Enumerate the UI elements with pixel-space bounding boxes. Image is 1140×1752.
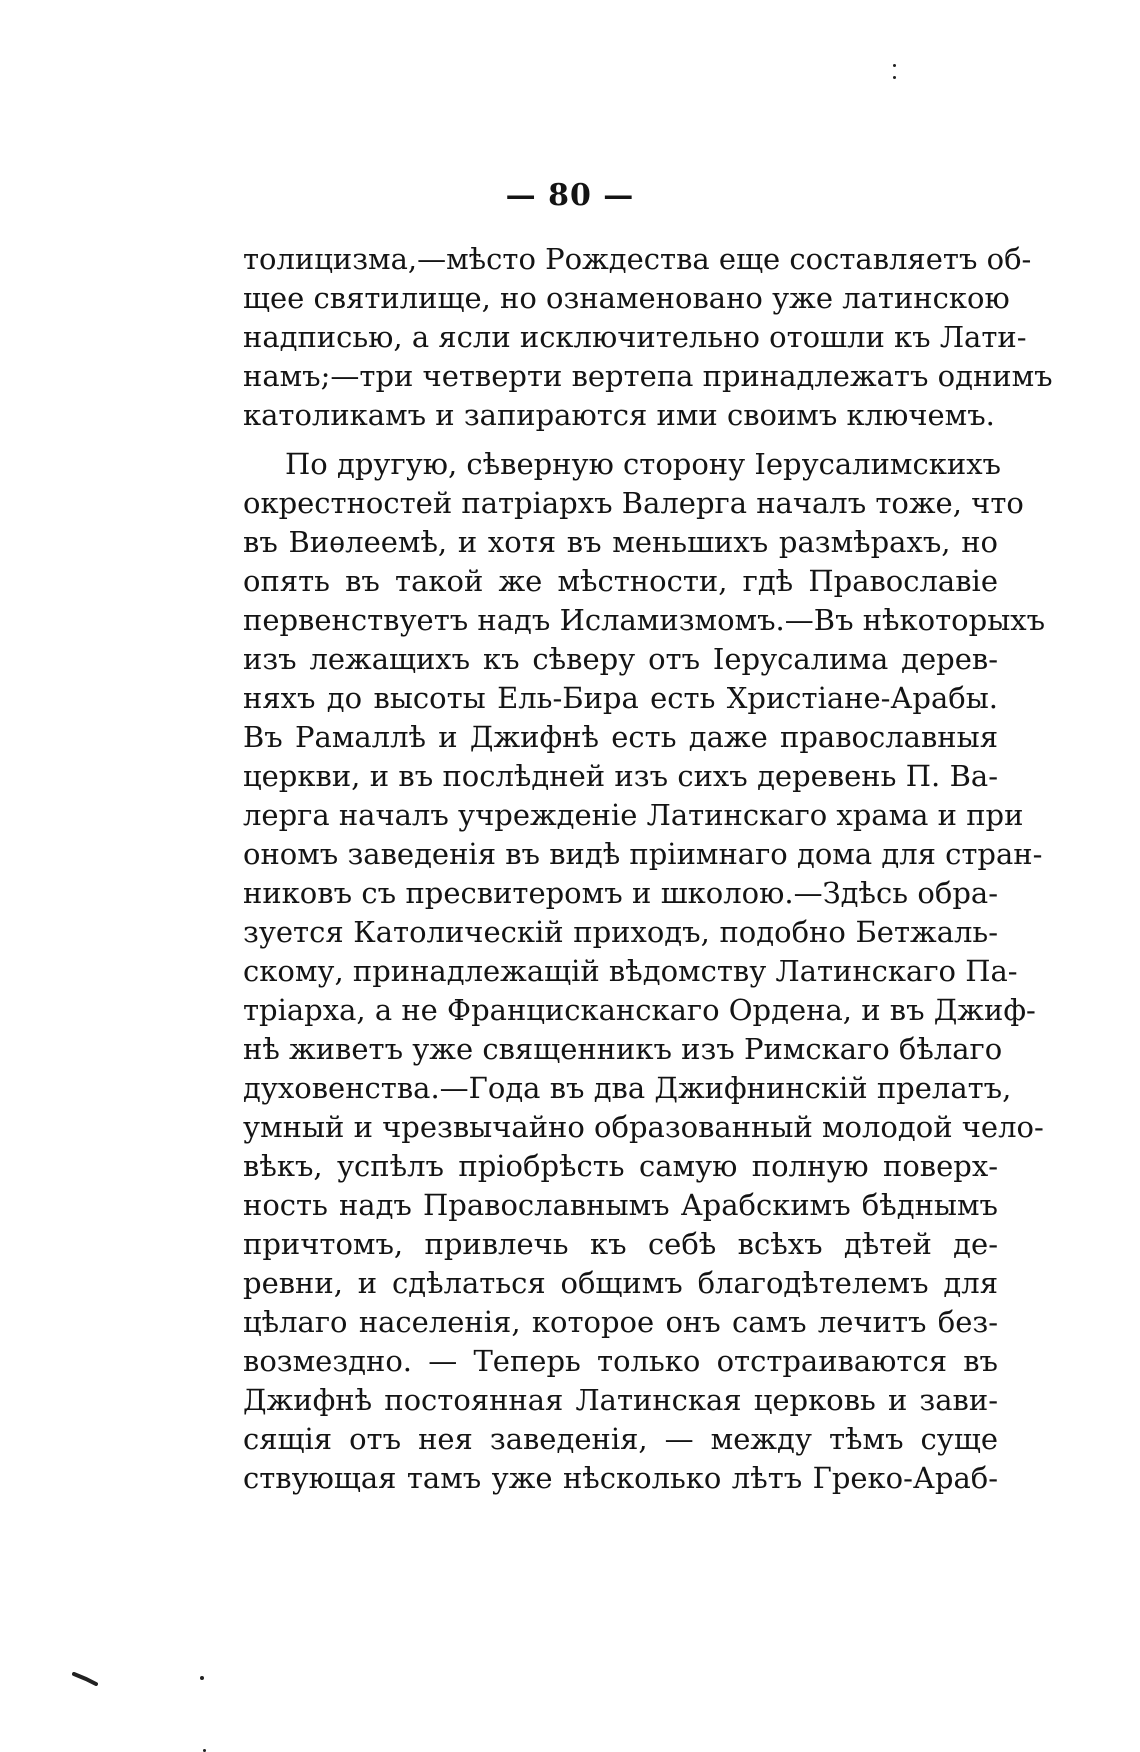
text-line: никовъ съ пресвитеромъ и школою.—Здѣсь обра- [243,876,998,910]
scan-speck [200,1676,204,1680]
page-number: — 80 — [505,178,635,213]
text-line: церкви, и въ послѣдней изъ сихъ деревень П. Ва- [243,759,998,793]
text-line: сящія отъ нея заведенія, — между тѣмъ суще [243,1422,998,1456]
scan-speck [893,64,896,67]
text-line: католикамъ и запираются ими своимъ ключемъ. [243,398,995,432]
text-line: возмездно. — Теперь только отстраиваются въ [243,1344,998,1378]
text-line: ствующая тамъ уже нѣсколько лѣтъ Греко-Араб- [243,1461,998,1495]
text-line: ревни, и сдѣлаться общимъ благодѣтелемъ для [243,1266,998,1300]
text-line: надписью, а ясли исключительно отошли къ Лати- [243,320,1027,354]
text-line: зуется Католическій приходъ, подобно Бетжаль- [243,915,998,949]
text-line: духовенства.—Года въ два Джифнинскій прелатъ, [243,1071,1012,1105]
scan-mark [72,1672,98,1686]
text-line: щее святилище, но ознаменовано уже латинскою [243,281,1010,315]
text-line: толицизма,—мѣсто Рождества еще составляетъ об- [243,242,1032,276]
text-line: опять въ такой же мѣстности, гдѣ Православіе [243,564,998,598]
text-line: первенствуетъ надъ Исламизмомъ.—Въ нѣкоторыхъ [243,603,1046,637]
text-line: вѣкъ, успѣлъ пріобрѣсть самую полную поверх- [243,1149,998,1183]
text-line: тріарха, а не Францисканскаго Ордена, и въ Джиф- [243,993,1036,1027]
text-line: умный и чрезвычайно образованный молодой чело- [243,1110,1044,1144]
text-line: скому, принадлежащій вѣдомству Латинскаго Па- [243,954,1018,988]
text-line: изъ лежащихъ къ сѣверу отъ Iерусалима дерев- [243,642,998,676]
text-line: Въ Рамаллѣ и Джифнѣ есть даже православныя [243,720,998,754]
scan-speck [893,76,896,79]
text-line: намъ;—три четверти вертепа принадлежатъ однимъ [243,359,1053,393]
text-line: Джифнѣ постоянная Латинская церковь и зави- [243,1383,998,1417]
text-line: ономъ заведенія въ видѣ пріимнаго дома для стран- [243,837,1043,871]
text-line: въ Виѳлеемѣ, и хотя въ меньшихъ размѣрахъ, но [243,525,998,559]
text-line: няхъ до высоты Ель-Бира есть Христіане-Арабы. [243,681,998,715]
text-line: причтомъ, привлечь къ себѣ всѣхъ дѣтей де- [243,1227,998,1261]
text-line: цѣлаго населенія, которое онъ самъ лечитъ без- [243,1305,998,1339]
text-line: окрестностей патріархъ Валерга началъ тоже, что [243,486,1024,520]
text-line: лерга началъ учрежденіе Латинскаго храма и при [243,798,1024,832]
text-line: нѣ живетъ уже священникъ изъ Римскаго бѣлаго [243,1032,1003,1066]
body-text [243,240,1053,1498]
text-line: ность надъ Православнымъ Арабскимъ бѣднымъ [243,1188,998,1222]
text-line: По другую, сѣверную сторону Iерусалимскихъ [285,447,1001,481]
